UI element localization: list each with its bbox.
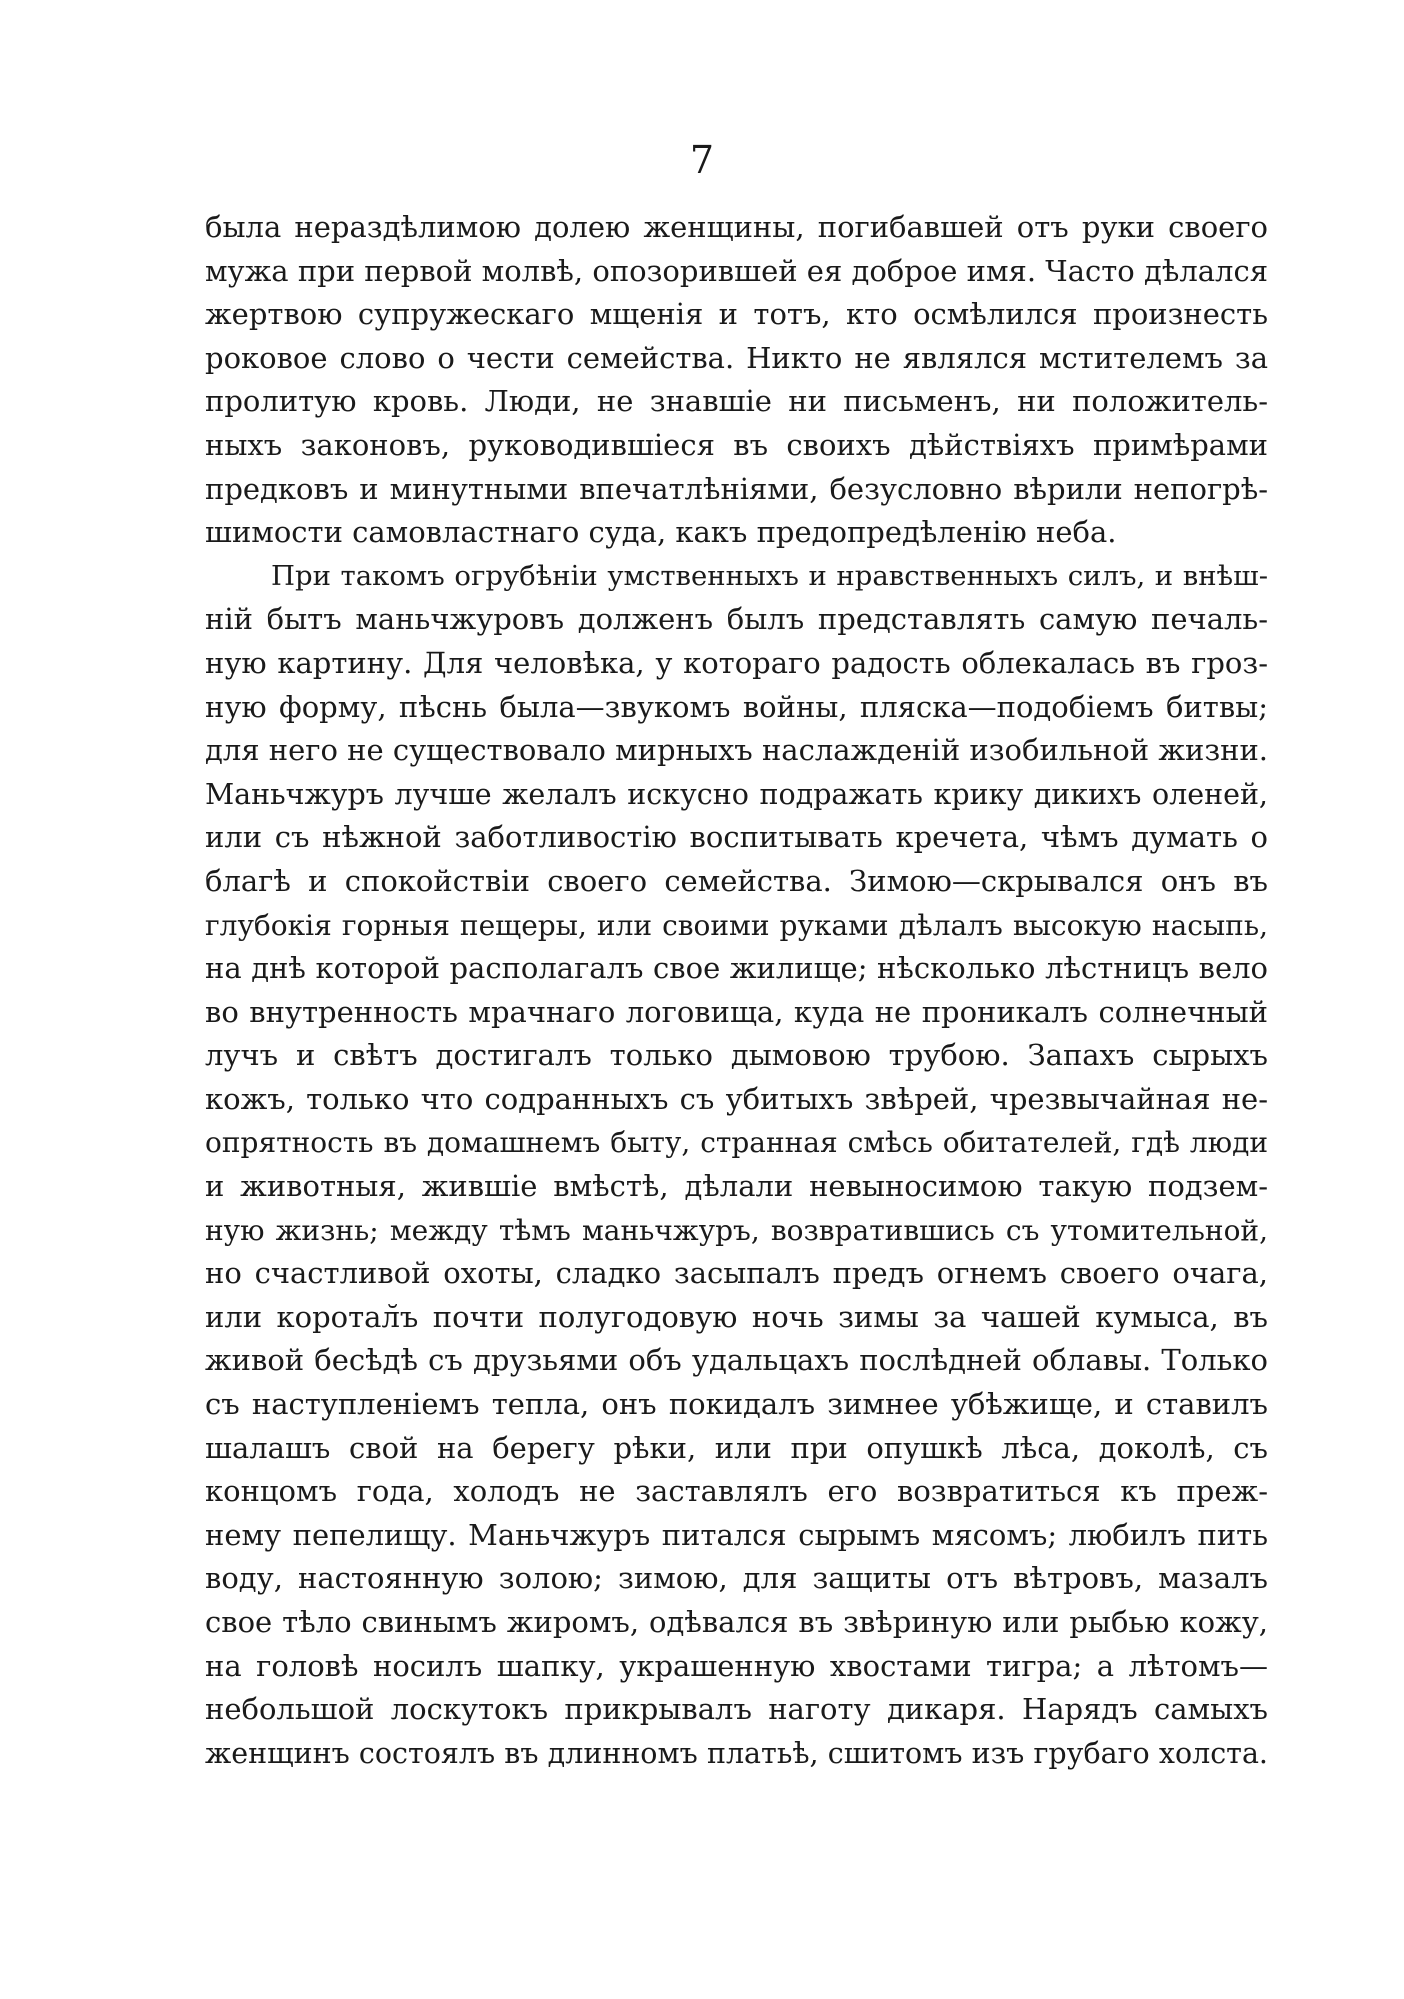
text-line: живой бесѣдѣ съ друзьями объ удальцахъ послѣдней облавы. Только: [205, 1343, 1268, 1378]
page-number: 7: [689, 138, 715, 182]
text-line: была нераздѣлимою долею женщины, погибавшей отъ руки своего: [205, 210, 1268, 244]
text-line: Маньчжуръ лучше желалъ искусно подражать крику дикихъ оленей,: [205, 777, 1268, 811]
text-line: жертвою супружескаго мщенія и тотъ, кто осмѣлился произнесть: [205, 297, 1268, 332]
text-line: глубокія горныя пещеры, или своими руками дѣлалъ высокую насыпь,: [205, 908, 1268, 942]
text-line: лучъ и свѣтъ достигалъ только дымовою трубою. Запахъ сырыхъ: [205, 1038, 1268, 1073]
text-line: ную картину. Для человѣка, у котораго радость облекалась въ гроз-: [205, 645, 1268, 680]
text-line: небольшой лоскутокъ прикрывалъ наготу дикаря. Нарядъ самыхъ: [205, 1692, 1268, 1727]
text-line: на головѣ носилъ шапку, украшенную хвостами тигра; а лѣтомъ—: [205, 1648, 1268, 1683]
text-line: съ наступленіемъ тепла, онъ покидалъ зимнее убѣжище, и ставилъ: [205, 1387, 1268, 1422]
text-line: кожъ, только что содранныхъ съ убитыхъ звѣрей, чрезвычайная не-: [205, 1081, 1268, 1116]
text-line: воду, настоянную золою; зимою, для защиты отъ вѣтровъ, мазалъ: [205, 1561, 1268, 1596]
text-line: опрятность въ домашнемъ быту, странная смѣсь обитателей, гдѣ люди: [205, 1126, 1268, 1160]
text-line: нему пепелищу. Маньчжуръ питался сырымъ мясомъ; любилъ пить: [205, 1517, 1268, 1552]
paragraph-1: [205, 206, 1268, 555]
text-line: При такомъ огрубѣніи умственныхъ и нравственныхъ силъ, и внѣш-: [271, 559, 1268, 592]
text-line: ную жизнь; между тѣмъ маньчжуръ, возвратившись съ утомительной,: [205, 1213, 1268, 1247]
text-line: ную форму, пѣснь была—звукомъ войны, пляска—подобіемъ битвы;: [205, 689, 1268, 724]
text-line: для него не существовало мирныхъ наслажденій изобильной жизни.: [205, 733, 1269, 768]
text-line: концомъ года, холодъ не заставлялъ его возвратиться къ преж-: [205, 1474, 1268, 1509]
text-line: ныхъ законовъ, руководившіеся въ своихъ дѣйствіяхъ примѣрами: [205, 427, 1268, 462]
text-line: свое тѣло свинымъ жиромъ, одѣвался въ звѣриную или рыбью кожу,: [205, 1605, 1268, 1639]
text-line: женщинъ состоялъ въ длинномъ платьѣ, сшитомъ изъ грубаго холста.: [205, 1736, 1268, 1770]
text-line: но счастливой охоты, сладко засыпалъ предъ огнемъ своего очага,: [205, 1256, 1268, 1291]
text-line: шалашъ свой на берегу рѣки, или при опушкѣ лѣса, доколѣ, съ: [205, 1430, 1268, 1465]
text-line: или съ нѣжной заботливостію воспитывать кречета, чѣмъ думать о: [205, 820, 1268, 855]
text-line: ній бытъ маньчжуровъ долженъ былъ представлять самую печаль-: [205, 602, 1268, 637]
text-line: роковое слово о чести семейства. Никто не являлся мстителемъ за: [205, 340, 1268, 375]
text-line: благѣ и спокойствіи своего семейства. Зимою—скрывался онъ въ: [205, 863, 1268, 898]
body-text: [205, 206, 1268, 1775]
text-line: пролитую кровь. Люди, не знавшіе ни письменъ, ни положитель-: [205, 384, 1268, 419]
text-line: во внутренность мрачнаго логовища, куда не проникалъ солнечный: [205, 994, 1268, 1029]
text-line: или коротал̆ъ почти полугодовую ночь зимы за чашей кумыса, въ: [205, 1299, 1268, 1334]
text-line: мужа при первой молвѣ, опозорившей ея доброе имя. Часто дѣлался: [205, 253, 1268, 288]
paragraph-2: [205, 555, 1268, 1776]
text-line: предковъ и минутными впечатлѣніями, безусловно вѣрили непогрѣ-: [205, 471, 1268, 506]
text-line: на днѣ которой располагалъ свое жилище; нѣсколько лѣстницъ вело: [205, 951, 1268, 986]
text-line: и животныя, жившіе вмѣстѣ, дѣлали невыносимою такую подзем-: [205, 1169, 1268, 1204]
text-line: шимости самовластнаго суда, какъ предопредѣленію неба.: [205, 515, 1117, 550]
